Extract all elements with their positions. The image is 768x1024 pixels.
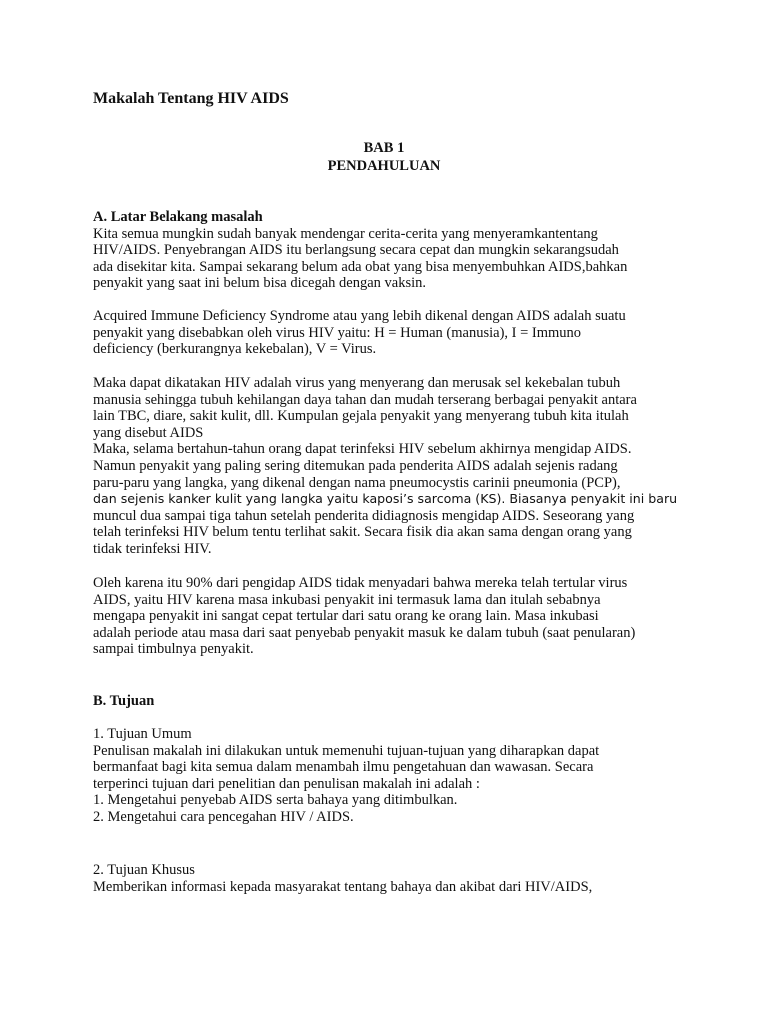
paragraph-line: terperinci tujuan dari penelitian dan penulisan makalah ini adalah : <box>93 775 480 792</box>
chapter-heading <box>0 139 768 175</box>
paragraph-line: lain TBC, diare, sakit kulit, dll. Kumpulan gejala penyakit yang menyerang tubuh kita itulah <box>93 408 629 425</box>
chapter-number: BAB 1 <box>363 140 405 156</box>
paragraph-line: Maka dapat dikatakan HIV adalah virus yang menyerang dan merusak sel kekebalan tubuh <box>93 375 621 391</box>
paragraph-line: AIDS, yaitu HIV karena masa inkubasi penyakit ini termasuk lama dan itulah sebabnya <box>93 591 601 608</box>
paragraph-line: Memberikan informasi kepada masyarakat tentang bahaya dan akibat dari HIV/AIDS, <box>93 878 593 895</box>
paragraph-line: penyakit yang disebabkan oleh virus HIV yaitu: H = Human (manusia), I = Immuno <box>93 324 582 341</box>
paragraph-definition <box>93 308 683 358</box>
paragraph-line: telah terinfeksi HIV belum tentu terlihat sakit. Secara fisik dia akan sama dengan orang yang <box>93 524 632 541</box>
paragraph-line: yang disebut AIDS <box>93 424 204 441</box>
paragraph-line: muncul dua sampai tiga tahun setelah penderita didiagnosis mengidap AIDS. Seseorang yang <box>93 507 635 524</box>
paragraph-incubation <box>93 575 683 658</box>
paragraph-line: manusia sehingga tubuh kehilangan daya tahan dan mudah terserang berbagai penyakit antara <box>93 391 637 408</box>
section-a <box>93 209 683 292</box>
paragraph-hiv-description <box>93 375 683 558</box>
section-a-heading: A. Latar Belakang masalah <box>93 209 263 225</box>
paragraph-line: mengapa penyakit ini sangat cepat tertular dari satu orang ke orang lain. Masa inkubasi <box>93 608 599 625</box>
tujuan-umum-heading: 1. Tujuan Umum <box>93 726 192 742</box>
paragraph-line: adalah periode atau masa dari saat penyebab penyakit masuk ke dalam tubuh (saat penularan) <box>93 624 636 641</box>
tujuan-umum <box>93 726 683 826</box>
paragraph-line: sampai timbulnya penyakit. <box>93 641 254 658</box>
paragraph-line: deficiency (berkurangnya kekebalan), V = Virus. <box>93 341 377 358</box>
paragraph-line: Maka, selama bertahun-tahun orang dapat terinfeksi HIV sebelum akhirnya mengidap AIDS. <box>93 441 632 458</box>
section-b <box>93 693 683 710</box>
list-item: 1. Mengetahui penyebab AIDS serta bahaya yang ditimbulkan. <box>93 792 458 809</box>
paragraph-line: tidak terinfeksi HIV. <box>93 540 212 557</box>
document-title: Makalah Tentang HIV AIDS <box>93 90 289 107</box>
tujuan-khusus-heading: 2. Tujuan Khusus <box>93 862 195 878</box>
paragraph-line: bermanfaat bagi kita semua dalam menambah ilmu pengetahuan dan wawasan. Secara <box>93 759 594 776</box>
paragraph-line-sans: dan sejenis kanker kulit yang langka yaitu kaposi’s sarcoma (KS). Biasanya penyakit ini baru <box>93 491 678 507</box>
paragraph-line: Acquired Immune Deficiency Syndrome atau yang lebih dikenal dengan AIDS adalah suatu <box>93 308 626 324</box>
paragraph-line: penyakit yang saat ini belum bisa dicegah dengan vaksin. <box>93 275 427 292</box>
chapter-name: PENDAHULUAN <box>327 158 441 174</box>
section-b-heading: B. Tujuan <box>93 693 155 709</box>
paragraph-line: ada disekitar kita. Sampai sekarang belum ada obat yang bisa menyembuhkan AIDS,bahkan <box>93 258 628 275</box>
paragraph-line: paru-paru yang langka, yang dikenal dengan nama pneumocystis carinii pneumonia (PCP), <box>93 474 621 491</box>
paragraph-line: Penulisan makalah ini dilakukan untuk memenuhi tujuan-tujuan yang diharapkan dapat <box>93 742 600 759</box>
paragraph-line: Kita semua mungkin sudah banyak mendengar cerita-cerita yang menyeramkantentang <box>93 225 598 242</box>
paragraph-line: Oleh karena itu 90% dari pengidap AIDS tidak menyadari bahwa mereka telah tertular virus <box>93 575 628 591</box>
list-item: 2. Mengetahui cara pencegahan HIV / AIDS. <box>93 808 354 825</box>
paragraph-line: HIV/AIDS. Penyebrangan AIDS itu berlangsung secara cepat dan mungkin sekarangsudah <box>93 242 619 259</box>
tujuan-khusus <box>93 862 683 895</box>
paragraph-line: Namun penyakit yang paling sering ditemukan pada penderita AIDS adalah sejenis radang <box>93 457 618 474</box>
